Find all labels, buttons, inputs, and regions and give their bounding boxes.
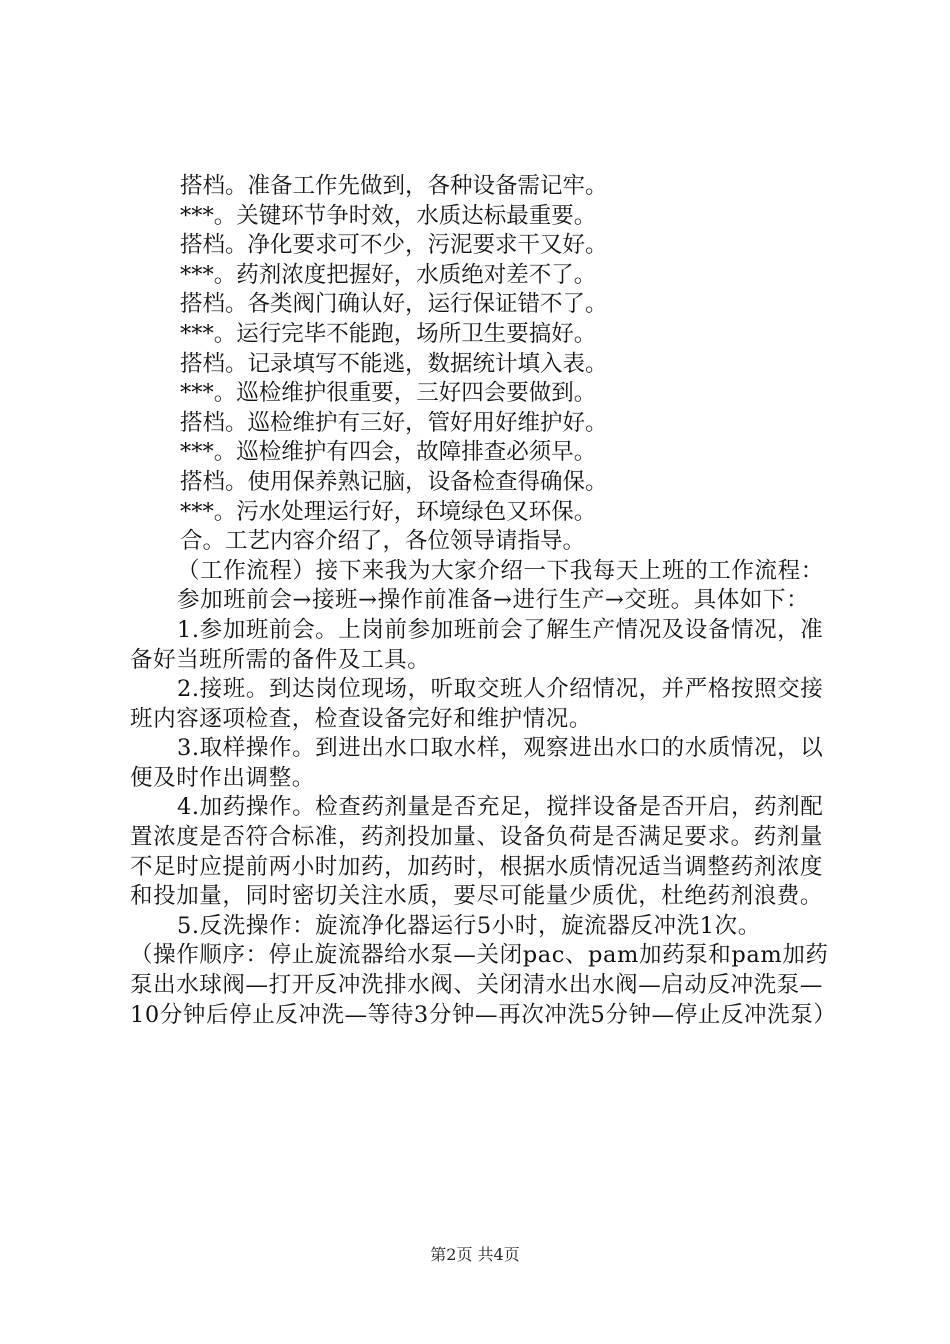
dialogue-line: 搭档。使用保养熟记脑，设备检查得确保。 (180, 468, 608, 495)
paragraph-step-3: 3.取样操作。到进出水口取水样，观察进出水口的水质情况，以便及时作出调整。 (130, 735, 824, 791)
dialogue-line: ***。巡检维护有四会，故障排查必须早。 (180, 439, 597, 466)
paragraph-workflow-intro: （工作流程）接下来我为大家介绍一下我每天上班的工作流程： (177, 557, 824, 584)
paragraph-step-5-sequence: （操作顺序：停止旋流器给水泵—关闭pac、pam加药泵和pam加药泵出水球阀—打开反冲洗排水阀、关闭清水出水阀—启动反冲洗泵—10分钟后停止反冲洗—等待3分钟—再次冲洗5分钟—停止反冲洗泵） (130, 942, 837, 1028)
page-footer: 第2页 共4页 (430, 1245, 520, 1264)
dialogue-line: 搭档。净化要求可不少，污泥要求干又好。 (180, 232, 608, 259)
dialogue-line: 搭档。记录填写不能逃，数据统计填入表。 (180, 350, 608, 377)
dialogue-line: ***。巡检维护很重要，三好四会要做到。 (180, 380, 597, 407)
paragraph-step-5: 5.反洗操作：旋流净化器运行5小时，旋流器反冲洗1次。 (177, 912, 761, 939)
paragraph-step-4: 4.加药操作。检查药剂量是否充足，搅拌设备是否开启，药剂配置浓度是否符合标准，药剂投加量、设备负荷是否满足要求。药剂量不足时应提前两小时加药，加药时，根据水质情况适当调整药剂浓度和投加量，同时密切关注水质，要尽可能量少质优，杜绝药剂浪费。 (130, 794, 824, 910)
document-body (130, 172, 842, 1030)
paragraph-step-1: 1.参加班前会。上岗前参加班前会了解生产情况及设备情况，准备好当班所需的备件及工具。 (130, 616, 824, 673)
paragraph-step-2: 2.接班。到达岗位现场，听取交班人介绍情况，并严格按照交接班内容逐项检查，检查设备完好和维护情况。 (130, 676, 824, 732)
paragraph-workflow-steps: 参加班前会→接班→操作前准备→进行生产→交班。具体如下： (177, 587, 810, 614)
dialogue-line: 搭档。巡检维护有三好，管好用好维护好。 (180, 409, 608, 436)
dialogue-line: 合。工艺内容介绍了，各位领导请指导。 (180, 528, 586, 555)
dialogue-line: ***。运行完毕不能跑，场所卫生要搞好。 (180, 320, 597, 347)
dialogue-line: ***。药剂浓度把握好，水质绝对差不了。 (180, 261, 597, 288)
dialogue-line: 搭档。各类阀门确认好，运行保证错不了。 (180, 291, 608, 318)
dialogue-line: 搭档。准备工作先做到，各种设备需记牢。 (180, 173, 608, 199)
dialogue-line: ***。污水处理运行好，环境绿色又环保。 (180, 498, 597, 525)
dialogue-line: ***。关键环节争时效，水质达标最重要。 (180, 202, 597, 229)
